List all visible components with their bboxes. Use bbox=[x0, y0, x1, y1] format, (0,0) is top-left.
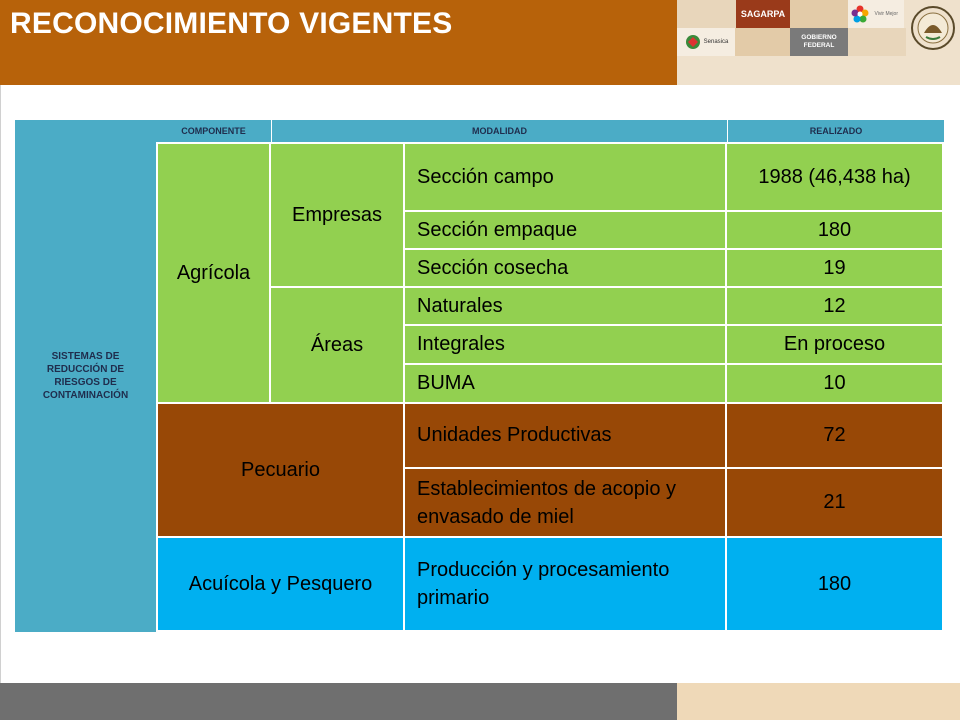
valor-produccion: 180 bbox=[727, 538, 944, 632]
valor-cosecha: 19 bbox=[727, 250, 944, 288]
seccion-naturales: Naturales bbox=[405, 288, 727, 326]
eagle-seal-icon bbox=[910, 5, 956, 51]
componente-agricola: Agrícola bbox=[158, 144, 271, 404]
componente-pecuario: Pecuario bbox=[158, 404, 405, 538]
modalidad-empresas: Empresas bbox=[271, 144, 405, 288]
senasica-logo bbox=[677, 28, 735, 56]
logo-strip-tile bbox=[848, 28, 906, 56]
seccion-cosecha: Sección cosecha bbox=[405, 250, 727, 288]
page-title: RECONOCIMIENTO VIGENTES bbox=[10, 7, 453, 40]
valor-naturales: 12 bbox=[727, 288, 944, 326]
coat-of-arms-logo bbox=[906, 0, 960, 56]
seccion-integrales: Integrales bbox=[405, 326, 727, 365]
vivir-mejor-label: Vivir Mejor bbox=[874, 11, 898, 17]
vivir-mejor-logo bbox=[848, 0, 904, 28]
logo-strip-tile bbox=[677, 56, 960, 85]
sagarpa-logo: SAGARPA bbox=[736, 0, 790, 28]
valor-empaque: 180 bbox=[727, 212, 944, 250]
valor-unidades-productivas: 72 bbox=[727, 404, 944, 469]
valor-establecimientos: 21 bbox=[727, 469, 944, 538]
side-label-cell: SISTEMAS DE REDUCCIÓN DE RIESGOS DE CONTAMINACIÓN bbox=[15, 120, 156, 632]
gobierno-federal-logo: GOBIERNO FEDERAL bbox=[790, 28, 848, 56]
logo-strip-tile bbox=[790, 0, 848, 28]
frame-line bbox=[0, 85, 1, 683]
header-modalidad: MODALIDAD bbox=[271, 120, 727, 142]
valor-campo: 1988 (46,438 ha) bbox=[727, 144, 944, 212]
seccion-buma: BUMA bbox=[405, 365, 727, 404]
logo-strip-tile bbox=[677, 0, 736, 28]
footer-bar-right bbox=[677, 683, 960, 720]
footer-bar-left bbox=[0, 683, 677, 720]
flower-icon bbox=[850, 4, 870, 24]
componente-acuicola: Acuícola y Pesquero bbox=[158, 538, 405, 632]
header-componente: COMPONENTE bbox=[156, 120, 271, 142]
seccion-establecimientos: Establecimientos de acopio y envasado de miel bbox=[405, 469, 727, 538]
senasica-label: Senasica bbox=[703, 39, 729, 45]
header-bar bbox=[0, 0, 677, 85]
valor-buma: 10 bbox=[727, 365, 944, 404]
seccion-produccion: Producción y procesamiento primario bbox=[405, 538, 727, 632]
seccion-empaque: Sección empaque bbox=[405, 212, 727, 250]
seccion-unidades-productivas: Unidades Productivas bbox=[405, 404, 727, 469]
header-realizado: REALIZADO bbox=[727, 120, 944, 142]
senasica-icon bbox=[684, 33, 702, 51]
seccion-campo: Sección campo bbox=[405, 144, 727, 212]
valor-integrales: En proceso bbox=[727, 326, 944, 365]
modalidad-areas: Áreas bbox=[271, 288, 405, 404]
logo-strip-tile bbox=[735, 28, 790, 56]
